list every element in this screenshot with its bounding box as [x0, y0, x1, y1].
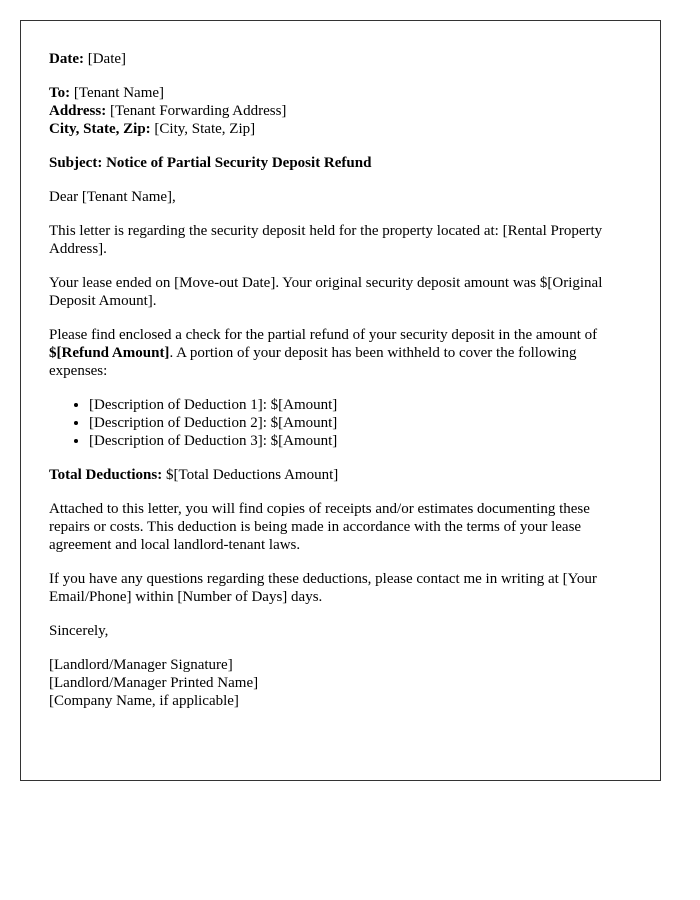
signature-line: [Landlord/Manager Signature]: [49, 657, 233, 673]
printed-name-line: [Landlord/Manager Printed Name]: [49, 675, 259, 691]
total-value: $[Total Deductions Amount]: [165, 467, 339, 483]
salutation: Dear [Tenant Name],: [49, 189, 176, 205]
paragraph-contact: If you have any questions regarding these deductions, please contact me in writing at [Your Email/Phone] within [Number of Days] days.: [49, 571, 597, 605]
date-line: [49, 50, 632, 68]
refund-amount: $[Refund Amount]: [49, 345, 170, 361]
refund-text-before: Please find enclosed a check for the partial refund of your security deposit in the amount of: [49, 327, 598, 343]
list-item: • [Description of Deduction 1]: $[Amount]: [89, 396, 632, 414]
paragraph-lease: Your lease ended on [Move-out Date]. Your original security deposit amount was $[Original Deposit Amount].: [49, 275, 603, 309]
address-value: [Tenant Forwarding Address]: [109, 103, 287, 119]
paragraph-attachments: Attached to this letter, you will find copies of receipts and/or estimates documenting these repairs or costs. This deduction is being made in accordance with the terms of your lease agreement and local landlord-tenant laws.: [49, 501, 590, 553]
total-deductions-line: [49, 466, 632, 484]
deductions-list: [49, 396, 632, 450]
company-name-line: [Company Name, if applicable]: [49, 693, 239, 709]
paragraph-property: This letter is regarding the security deposit held for the property located at: [Rental Property Address].: [49, 223, 603, 257]
to-label: To:: [49, 85, 71, 101]
total-label: Total Deductions:: [49, 467, 163, 483]
letter-container: [20, 20, 661, 781]
address-line: [49, 102, 632, 120]
closing: Sincerely,: [49, 623, 109, 639]
list-item: • [Description of Deduction 2]: $[Amount]: [89, 414, 632, 432]
date-value: [Date]: [87, 51, 127, 67]
refund-text-after: . A portion of your deposit has been withheld to cover the following expenses:: [49, 345, 577, 379]
subject-text: Subject: Notice of Partial Security Deposit Refund: [49, 155, 372, 171]
to-line: [49, 84, 632, 102]
address-label: Address:: [49, 103, 107, 119]
to-value: [Tenant Name]: [73, 85, 165, 101]
list-item: • [Description of Deduction 3]: $[Amount]: [89, 432, 632, 450]
city-state-zip-label: City, State, Zip:: [49, 121, 151, 137]
subject-line: [49, 154, 632, 172]
paragraph-refund: [49, 326, 632, 380]
city-state-zip-value: [City, State, Zip]: [154, 121, 256, 137]
city-state-zip-line: [49, 120, 632, 138]
date-label: Date:: [49, 51, 84, 67]
